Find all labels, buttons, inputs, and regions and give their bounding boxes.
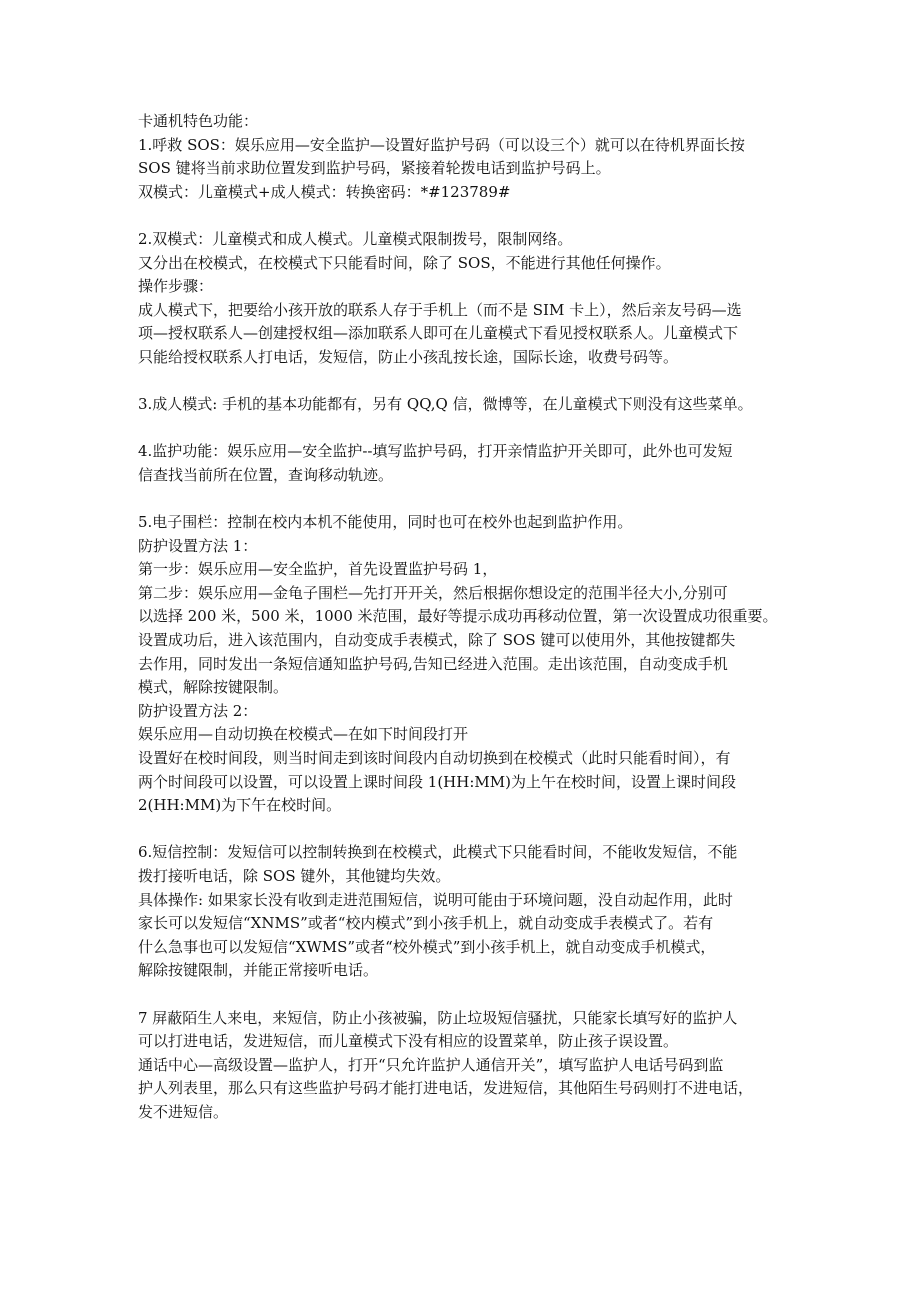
text-line: 通话中心—高级设置—监护人，打开“只允许监护人通信开关”，填写监护人电话号码到监	[138, 1055, 724, 1074]
paragraph-gap	[138, 818, 788, 842]
text-line: 1.呼救 SOS：娱乐应用—安全监护—设置好监护号码（可以设三个）就可以在待机界面长按	[138, 135, 745, 154]
text-line: 5.电子围栏：控制在校内本机不能使用，同时也可在校外也起到监护作用。	[138, 513, 633, 532]
text-line: 拨打接听电话，除 SOS 键外，其他键均失效。	[138, 867, 451, 885]
text-line: 2.双模式：儿童模式和成人模式。儿童模式限制拨号，限制网络。	[138, 229, 573, 248]
text-line: 卡通机特色功能：	[138, 112, 259, 130]
text-line: 第一步：娱乐应用—安全监护，首先设置监护号码 1，	[138, 560, 498, 579]
document-body	[138, 110, 788, 1125]
text-line: 操作步骤：	[138, 277, 214, 296]
text-line: 去作用，同时发出一条短信通知监护号码,告知已经进入范围。走出该范围，自动变成手机	[138, 654, 728, 673]
text-line: 双模式：儿童模式+成人模式：转换密码：*#123789#	[138, 182, 511, 201]
text-line: 2(HH:MM)为下午在校时间。	[138, 796, 342, 815]
paragraph-gap	[138, 370, 788, 394]
text-line: 项—授权联系人—创建授权组—添加联系人即可在儿童模式下看见授权联系人。儿童模式下	[138, 324, 739, 343]
paragraph-gap	[138, 417, 788, 441]
paragraph-gap	[138, 488, 788, 512]
text-line: 以选择 200 米，500 米，1000 米范围，最好等提示成功再移动位置，第一次设置成功很重要。	[138, 607, 778, 626]
text-line: 只能给授权联系人打电话，发短信，防止小孩乱按长途，国际长途，收费号码等。	[138, 347, 679, 366]
text-line: 发不进短信。	[138, 1102, 229, 1121]
text-line: 又分出在校模式，在校模式下只能看时间，除了 SOS，不能进行其他任何操作。	[138, 253, 671, 272]
text-line: SOS 键将当前求助位置发到监护号码，紧接着轮拨电话到监护号码上。	[138, 159, 611, 178]
text-line: 娱乐应用—自动切换在校模式—在如下时间段打开	[138, 725, 469, 744]
text-line: 模式，解除按键限制。	[138, 678, 289, 697]
text-line: 两个时间段可以设置，可以设置上课时间段 1(HH:MM)为上午在校时间，设置上课时间段	[138, 772, 736, 791]
text-line: 6.短信控制：发短信可以控制转换到在校模式，此模式下只能看时间，不能收发短信，不能	[138, 843, 738, 862]
text-line: 成人模式下，把要给小孩开放的联系人存于手机上（而不是 SIM 卡上），然后亲友号码—选	[138, 300, 742, 319]
text-line: 第二步：娱乐应用—金龟子围栏—先打开开关，然后根据你想设定的范围半径大小,分别可	[138, 583, 728, 602]
text-line: 具体操作: 如果家长没有收到走进范围短信，说明可能由于环境问题，没自动起作用，此时	[138, 890, 733, 909]
paragraph-gap	[138, 204, 788, 228]
text-line: 4.监护功能：娱乐应用—安全监护--填写监护号码，打开亲情监护开关即可，此外也可发短	[138, 442, 733, 461]
text-line: 解除按键限制，并能正常接听电话。	[138, 961, 379, 980]
text-line: 设置成功后，进入该范围内，自动变成手表模式，除了 SOS 键可以使用外，其他按键都失	[138, 631, 736, 650]
text-line: 护人列表里，那么只有这些监护号码才能打进电话，发进短信，其他陌生号码则打不进电话，	[138, 1079, 754, 1098]
text-line: 信查找当前所在位置，查询移动轨迹。	[138, 465, 394, 484]
text-line: 什么急事也可以发短信“XWMS”或者“校外模式”到小孩手机上，就自动变成手机模式，	[138, 937, 716, 956]
text-line: 可以打进电话，发进短信，而儿童模式下没有相应的设置菜单，防止孩子误设置。	[138, 1032, 679, 1051]
text-line: 7 屏蔽陌生人来电，来短信，防止小孩被骗，防止垃圾短信骚扰，只能家长填写好的监护人	[138, 1008, 738, 1027]
text-line: 设置好在校时间段，则当时间走到该时间段内自动切换到在校模式（此时只能看时间），有	[138, 749, 731, 768]
text-line: 防护设置方法 2：	[138, 701, 258, 720]
text-line: 防护设置方法 1：	[138, 536, 258, 555]
paragraph-gap	[138, 983, 788, 1007]
text-line: 3.成人模式: 手机的基本功能都有，另有 QQ,Q 信，微博等，在儿童模式下则没有这些菜单。	[138, 395, 753, 414]
text-line: 家长可以发短信“XNMS”或者“校内模式”到小孩手机上，就自动变成手表模式了。若有	[138, 914, 714, 933]
